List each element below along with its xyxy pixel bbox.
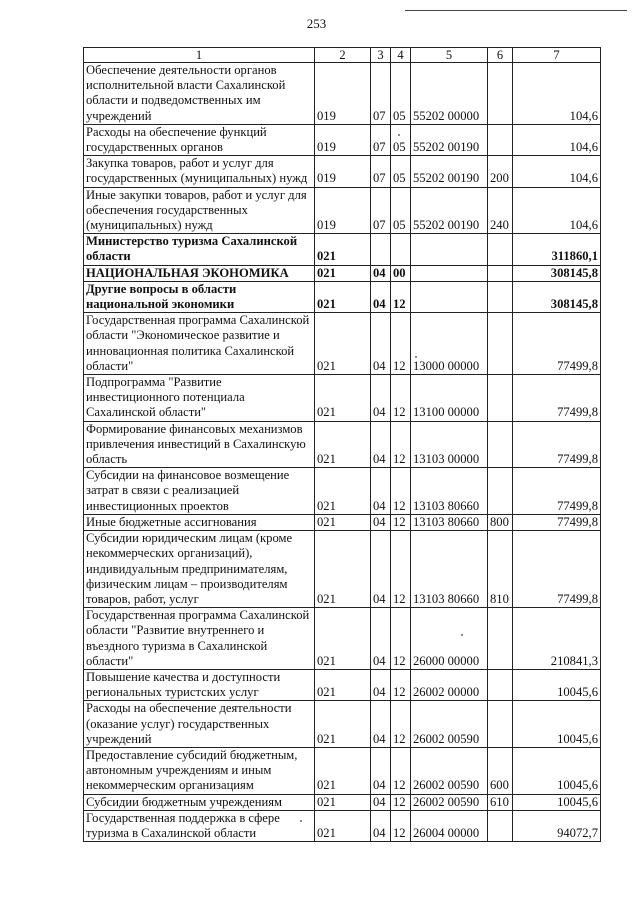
row-section-code: 04 — [371, 531, 391, 608]
table-row — [84, 156, 601, 187]
row-section-code: 04 — [371, 810, 391, 841]
row-amount: 77499,8 — [513, 313, 601, 375]
row-section-code — [371, 234, 391, 265]
row-amount: 94072,7 — [513, 810, 601, 841]
row-target-code: 26000 00000 — [411, 608, 488, 670]
table-row — [84, 669, 601, 700]
row-name: Государственная программа Сахалинской области "Экономическое развитие и инновационная политика Сахалинской области" — [84, 313, 315, 375]
row-admin-code: 021 — [315, 810, 371, 841]
row-subsection-code — [391, 234, 411, 265]
row-name: Расходы на обеспечение деятельности (оказание услуг) государственных учреждений — [84, 701, 315, 748]
row-subsection-code: 12 — [391, 810, 411, 841]
table-row — [84, 124, 601, 155]
row-target-code: 13103 80660 — [411, 468, 488, 515]
scan-speck — [300, 820, 302, 822]
row-expense-type — [488, 375, 513, 422]
row-admin-code: 021 — [315, 794, 371, 810]
row-target-code: 13103 80660 — [411, 531, 488, 608]
row-subsection-code: 12 — [391, 313, 411, 375]
row-expense-type — [488, 63, 513, 125]
row-target-code: 26002 00590 — [411, 794, 488, 810]
row-amount: 311860,1 — [513, 234, 601, 265]
row-subsection-code: 05 — [391, 156, 411, 187]
row-target-code: 13100 00000 — [411, 375, 488, 422]
row-admin-code: 021 — [315, 468, 371, 515]
row-admin-code: 021 — [315, 281, 371, 312]
row-target-code: 55202 00190 — [411, 124, 488, 155]
row-target-code: 13000 00000 — [411, 313, 488, 375]
column-number: 6 — [488, 48, 513, 63]
row-subsection-code: 12 — [391, 468, 411, 515]
row-subsection-code: 12 — [391, 794, 411, 810]
row-section-code: 04 — [371, 313, 391, 375]
table-row — [84, 701, 601, 748]
row-target-code: 13103 80660 — [411, 514, 488, 530]
row-target-code — [411, 265, 488, 281]
row-subsection-code: 12 — [391, 375, 411, 422]
row-subsection-code: 12 — [391, 281, 411, 312]
row-amount: 104,6 — [513, 187, 601, 234]
row-expense-type — [488, 810, 513, 841]
table-row — [84, 794, 601, 810]
row-admin-code: 021 — [315, 701, 371, 748]
row-expense-type — [488, 421, 513, 468]
row-admin-code: 021 — [315, 747, 371, 794]
row-section-code: 04 — [371, 514, 391, 530]
row-name: Иные бюджетные ассигнования — [84, 514, 315, 530]
row-section-code: 04 — [371, 421, 391, 468]
row-admin-code: 021 — [315, 313, 371, 375]
row-amount: 308145,8 — [513, 281, 601, 312]
row-admin-code: 021 — [315, 375, 371, 422]
row-name: Субсидии на финансовое возмещение затрат в связи с реализацией инвестиционных проектов — [84, 468, 315, 515]
row-name: Иные закупки товаров, работ и услуг для обеспечения государственных (муниципальных) нужд — [84, 187, 315, 234]
row-amount: 308145,8 — [513, 265, 601, 281]
row-name: НАЦИОНАЛЬНАЯ ЭКОНОМИКА — [84, 265, 315, 281]
row-name: Формирование финансовых механизмов привлечения инвестиций в Сахалинскую область — [84, 421, 315, 468]
table-row — [84, 747, 601, 794]
row-subsection-code: 12 — [391, 747, 411, 794]
row-target-code — [411, 234, 488, 265]
row-subsection-code: 05 — [391, 124, 411, 155]
row-section-code: 04 — [371, 794, 391, 810]
row-section-code: 07 — [371, 124, 391, 155]
row-amount: 104,6 — [513, 124, 601, 155]
row-target-code — [411, 281, 488, 312]
row-target-code: 26002 00590 — [411, 747, 488, 794]
row-amount: 77499,8 — [513, 375, 601, 422]
row-section-code: 07 — [371, 63, 391, 125]
row-section-code: 07 — [371, 156, 391, 187]
column-number-row — [84, 48, 601, 63]
row-name: Расходы на обеспечение функций государственных органов — [84, 124, 315, 155]
column-number: 4 — [391, 48, 411, 63]
row-admin-code: 021 — [315, 234, 371, 265]
row-subsection-code: 12 — [391, 421, 411, 468]
table-row — [84, 63, 601, 125]
row-admin-code: 021 — [315, 531, 371, 608]
row-section-code: 07 — [371, 187, 391, 234]
row-expense-type: 810 — [488, 531, 513, 608]
row-admin-code: 019 — [315, 63, 371, 125]
row-section-code: 04 — [371, 747, 391, 794]
row-admin-code: 019 — [315, 124, 371, 155]
row-expense-type — [488, 468, 513, 515]
table-row — [84, 313, 601, 375]
scan-speck — [415, 356, 417, 358]
column-number: 7 — [513, 48, 601, 63]
row-section-code: 04 — [371, 375, 391, 422]
row-expense-type — [488, 608, 513, 670]
row-amount: 104,6 — [513, 63, 601, 125]
column-number: 1 — [84, 48, 315, 63]
row-expense-type: 200 — [488, 156, 513, 187]
row-amount: 10045,6 — [513, 747, 601, 794]
table-row — [84, 608, 601, 670]
table-row — [84, 531, 601, 608]
row-expense-type — [488, 124, 513, 155]
row-amount: 77499,8 — [513, 468, 601, 515]
row-subsection-code: 12 — [391, 531, 411, 608]
table-row — [84, 234, 601, 265]
row-name: Государственная программа Сахалинской области "Развитие внутреннего и въездного туризма в Сахалинской области" — [84, 608, 315, 670]
row-amount: 10045,6 — [513, 701, 601, 748]
row-admin-code: 019 — [315, 156, 371, 187]
row-name: Обеспечение деятельности органов исполнительной власти Сахалинской области и подведомственных им учреждений — [84, 63, 315, 125]
row-expense-type — [488, 701, 513, 748]
row-section-code: 04 — [371, 701, 391, 748]
row-expense-type — [488, 281, 513, 312]
row-admin-code: 021 — [315, 669, 371, 700]
row-name: Повышение качества и доступности региональных туристских услуг — [84, 669, 315, 700]
row-amount: 104,6 — [513, 156, 601, 187]
row-target-code: 26002 00000 — [411, 669, 488, 700]
row-admin-code: 019 — [315, 187, 371, 234]
row-name: Субсидии бюджетным учреждениям — [84, 794, 315, 810]
row-expense-type — [488, 669, 513, 700]
table-row — [84, 514, 601, 530]
row-subsection-code: 12 — [391, 608, 411, 670]
table-row — [84, 375, 601, 422]
row-expense-type — [488, 313, 513, 375]
budget-table — [83, 47, 601, 842]
row-section-code: 04 — [371, 608, 391, 670]
column-number: 5 — [411, 48, 488, 63]
row-name: Другие вопросы в области национальной экономики — [84, 281, 315, 312]
row-subsection-code: 12 — [391, 669, 411, 700]
row-subsection-code: 12 — [391, 701, 411, 748]
row-name: Государственная поддержка в сфере туризма в Сахалинской области — [84, 810, 315, 841]
row-target-code: 13103 00000 — [411, 421, 488, 468]
row-admin-code: 021 — [315, 514, 371, 530]
row-target-code: 55202 00190 — [411, 187, 488, 234]
row-amount: 10045,6 — [513, 669, 601, 700]
row-name: Министерство туризма Сахалинской области — [84, 234, 315, 265]
table-row — [84, 468, 601, 515]
table-row — [84, 265, 601, 281]
table-row — [84, 421, 601, 468]
row-admin-code: 021 — [315, 265, 371, 281]
column-number: 3 — [371, 48, 391, 63]
table-row — [84, 187, 601, 234]
row-expense-type: 240 — [488, 187, 513, 234]
row-section-code: 04 — [371, 468, 391, 515]
row-section-code: 04 — [371, 265, 391, 281]
row-target-code: 26002 00590 — [411, 701, 488, 748]
row-expense-type — [488, 265, 513, 281]
row-name: Закупка товаров, работ и услуг для государственных (муниципальных) нужд — [84, 156, 315, 187]
row-target-code: 55202 00190 — [411, 156, 488, 187]
column-number: 2 — [315, 48, 371, 63]
page-top-rule — [405, 10, 627, 11]
row-subsection-code: 05 — [391, 63, 411, 125]
row-expense-type: 610 — [488, 794, 513, 810]
row-subsection-code: 12 — [391, 514, 411, 530]
row-amount: 77499,8 — [513, 421, 601, 468]
page-number: 253 — [306, 16, 327, 31]
row-subsection-code: 05 — [391, 187, 411, 234]
row-amount: 77499,8 — [513, 514, 601, 530]
row-admin-code: 021 — [315, 421, 371, 468]
row-amount: 210841,3 — [513, 608, 601, 670]
row-name: Предоставление субсидий бюджетным, автономным учреждениям и иным некоммерческим организациям — [84, 747, 315, 794]
row-target-code: 55202 00000 — [411, 63, 488, 125]
row-target-code: 26004 00000 — [411, 810, 488, 841]
row-admin-code: 021 — [315, 608, 371, 670]
row-expense-type: 600 — [488, 747, 513, 794]
table-row — [84, 810, 601, 841]
row-section-code: 04 — [371, 669, 391, 700]
row-name: Подпрограмма "Развитие инвестиционного потенциала Сахалинской области" — [84, 375, 315, 422]
row-section-code: 04 — [371, 281, 391, 312]
row-amount: 10045,6 — [513, 794, 601, 810]
row-expense-type: 800 — [488, 514, 513, 530]
row-name: Субсидии юридическим лицам (кроме некоммерческих организаций), индивидуальным предпринимателям, физическим лицам – производителям товаров, работ, услуг — [84, 531, 315, 608]
row-expense-type — [488, 234, 513, 265]
row-amount: 77499,8 — [513, 531, 601, 608]
scan-speck — [461, 634, 463, 636]
row-subsection-code: 00 — [391, 265, 411, 281]
scan-speck — [398, 134, 400, 136]
table-row — [84, 281, 601, 312]
budget-table-body — [84, 48, 601, 842]
